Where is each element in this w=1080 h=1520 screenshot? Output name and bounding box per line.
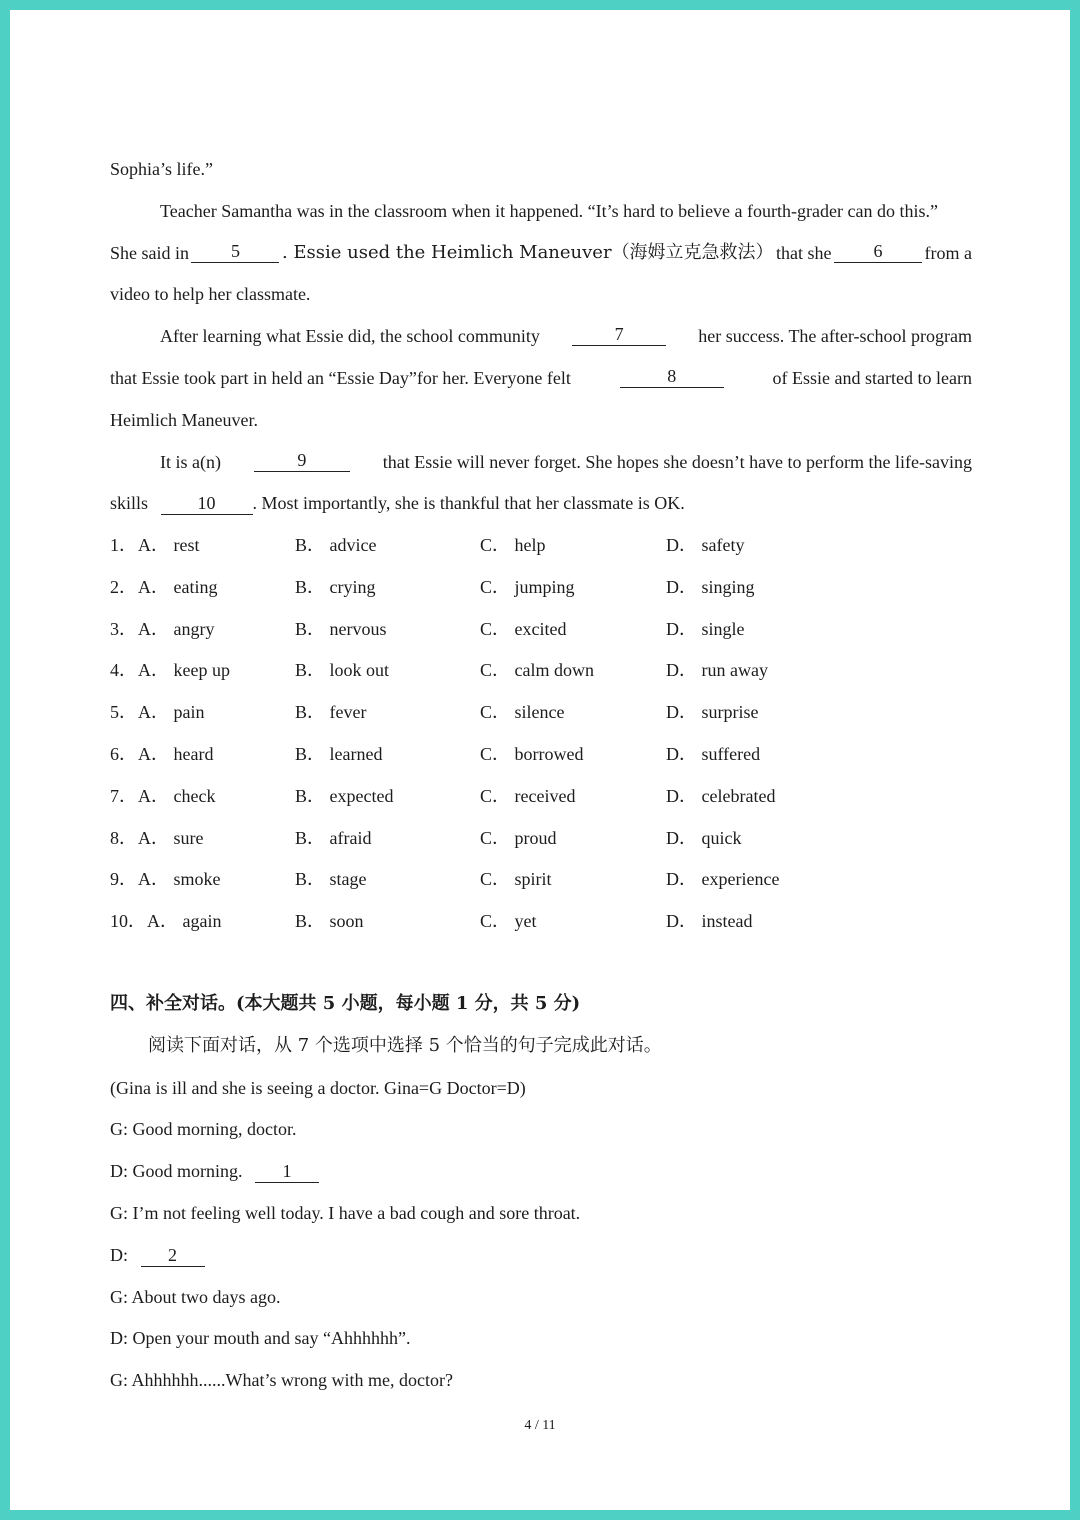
dialogue-line	[110, 1243, 972, 1267]
dialogue-line: G: I’m not feeling well today. I have a bad cough and sore throat.	[110, 1203, 581, 1223]
answer-option[interactable]: D． quick	[666, 827, 742, 848]
passage-text: skills	[110, 493, 149, 513]
dialogue-context: (Gina is ill and she is seeing a doctor. Gina=G Doctor=D)	[110, 1078, 526, 1098]
answer-option[interactable]: B． stage	[295, 869, 367, 890]
answer-option[interactable]: C． borrowed	[480, 744, 584, 764]
answer-option[interactable]: A． pain	[138, 702, 205, 723]
question-number: 2．	[110, 576, 137, 597]
blank-10[interactable]: 10	[161, 493, 253, 515]
option-row	[110, 826, 972, 850]
answer-option[interactable]: A． heard	[138, 744, 214, 764]
answer-option[interactable]: B． look out	[295, 660, 390, 681]
answer-option[interactable]: C． help	[480, 535, 546, 555]
answer-option[interactable]: B． crying	[295, 576, 376, 597]
option-row	[110, 784, 972, 808]
answer-option[interactable]: A． sure	[138, 827, 204, 848]
answer-option[interactable]: C． jumping	[480, 576, 575, 597]
question-number: 3．	[110, 618, 137, 639]
question-number: 1．	[110, 535, 137, 555]
passage-text: Heimlich Maneuver.	[110, 410, 258, 430]
blank-6[interactable]: 6	[834, 241, 922, 263]
answer-option[interactable]: B． learned	[295, 744, 383, 764]
passage-text: . Essie used the Heimlich Maneuver（海姆立克急救法）	[281, 242, 774, 263]
passage-text: Sophia’s life.”	[110, 159, 213, 179]
blank-5[interactable]: 5	[191, 241, 279, 263]
option-row	[110, 909, 972, 933]
question-number: 5．	[110, 702, 137, 723]
section-heading: 四、补全对话。(本大题共 5 小题，每小题 1 分，共 5 分)	[110, 993, 581, 1014]
page-number: 4 / 11	[524, 1418, 556, 1433]
blank-9[interactable]: 9	[254, 450, 350, 472]
answer-option[interactable]: B． fever	[295, 702, 367, 723]
passage-text: It is a(n)	[160, 452, 221, 472]
passage-text: that Essie took part in held an “Essie Day”for her. Everyone felt	[110, 368, 571, 388]
answer-option[interactable]: D． run away	[666, 660, 768, 681]
answer-option[interactable]: B． advice	[295, 535, 377, 555]
dialogue-line: G: Good morning, doctor.	[110, 1119, 297, 1139]
question-number: 6．	[110, 744, 137, 764]
dialogue-line	[110, 1159, 972, 1183]
dialogue-text: D:	[110, 1245, 128, 1265]
passage-line	[110, 324, 972, 348]
passage-line	[110, 491, 972, 515]
answer-option[interactable]: D． experience	[666, 869, 780, 890]
option-row	[110, 742, 972, 766]
passage-text: her success. The after-school program	[698, 326, 972, 346]
passage-text: After learning what Essie did, the school community	[160, 326, 540, 346]
option-row	[110, 575, 972, 599]
answer-option[interactable]: D． surprise	[666, 702, 759, 723]
passage-text: Teacher Samantha was in the classroom when it happened. “It’s hard to believe a fourth-grader can do this.”	[160, 201, 938, 221]
passage-line	[110, 157, 972, 181]
dialogue-blank-2[interactable]: 2	[141, 1245, 205, 1267]
question-number: 10．	[110, 911, 146, 932]
passage-line	[110, 408, 972, 432]
passage-text: She said in	[110, 243, 189, 263]
blank-8[interactable]: 8	[620, 366, 724, 388]
question-number: 9．	[110, 869, 137, 890]
passage-line	[110, 241, 972, 265]
passage-text: that she	[776, 243, 832, 263]
answer-option[interactable]: C． spirit	[480, 869, 552, 890]
passage-text: that Essie will never forget. She hopes she doesn’t have to perform the life-saving	[382, 452, 972, 472]
answer-option[interactable]: D． singing	[666, 576, 755, 597]
section-instruction: 阅读下面对话，从 7 个选项中选择 5 个恰当的句子完成此对话。	[148, 1035, 662, 1056]
answer-option[interactable]: D． single	[666, 618, 745, 639]
answer-option[interactable]: C． excited	[480, 618, 567, 639]
dialogue-line: G: About two days ago.	[110, 1287, 281, 1307]
answer-option[interactable]: A． angry	[138, 618, 215, 639]
answer-option[interactable]: C． received	[480, 785, 576, 806]
answer-option[interactable]: A． keep up	[138, 660, 230, 681]
dialogue-line: G: Ahhhhhh......What’s wrong with me, doctor?	[110, 1370, 453, 1390]
answer-option[interactable]: A． rest	[138, 535, 200, 555]
passage-line	[110, 282, 972, 306]
option-row	[110, 658, 972, 682]
answer-option[interactable]: A． again	[147, 911, 222, 932]
answer-option[interactable]: D． safety	[666, 535, 745, 555]
passage-text: of Essie and started to learn	[772, 368, 972, 388]
passage-line	[110, 366, 972, 390]
passage-text: video to help her classmate.	[110, 284, 311, 304]
question-number: 7．	[110, 785, 137, 806]
option-row	[110, 867, 972, 891]
question-number: 8．	[110, 827, 137, 848]
answer-option[interactable]: C． silence	[480, 702, 565, 723]
document-page	[10, 10, 1070, 1510]
answer-option[interactable]: C． yet	[480, 911, 537, 932]
dialogue-text: D: Good morning.	[110, 1161, 243, 1181]
question-number: 4．	[110, 660, 137, 681]
answer-option[interactable]: B． soon	[295, 911, 364, 932]
answer-option[interactable]: B． nervous	[295, 618, 387, 639]
dialogue-blank-1[interactable]: 1	[255, 1161, 319, 1183]
option-row	[110, 617, 972, 641]
passage-line	[110, 450, 972, 474]
answer-option[interactable]: C． calm down	[480, 660, 594, 681]
option-row	[110, 700, 972, 724]
answer-option[interactable]: A． eating	[138, 576, 218, 597]
option-row	[110, 533, 972, 557]
answer-option[interactable]: D． celebrated	[666, 785, 776, 806]
answer-option[interactable]: A． check	[138, 785, 216, 806]
passage-text: from a	[924, 243, 972, 263]
dialogue-line: D: Open your mouth and say “Ahhhhhh”.	[110, 1328, 411, 1348]
answer-option[interactable]: B． afraid	[295, 827, 372, 848]
passage-text: . Most importantly, she is thankful that her classmate is OK.	[252, 493, 685, 513]
answer-option[interactable]: A． smoke	[138, 869, 221, 890]
answer-option[interactable]: D． suffered	[666, 744, 761, 764]
answer-option[interactable]: D． instead	[666, 911, 753, 932]
answer-option[interactable]: C． proud	[480, 827, 557, 848]
answer-option[interactable]: B． expected	[295, 785, 394, 806]
blank-7[interactable]: 7	[572, 324, 666, 346]
passage-line	[110, 199, 972, 223]
